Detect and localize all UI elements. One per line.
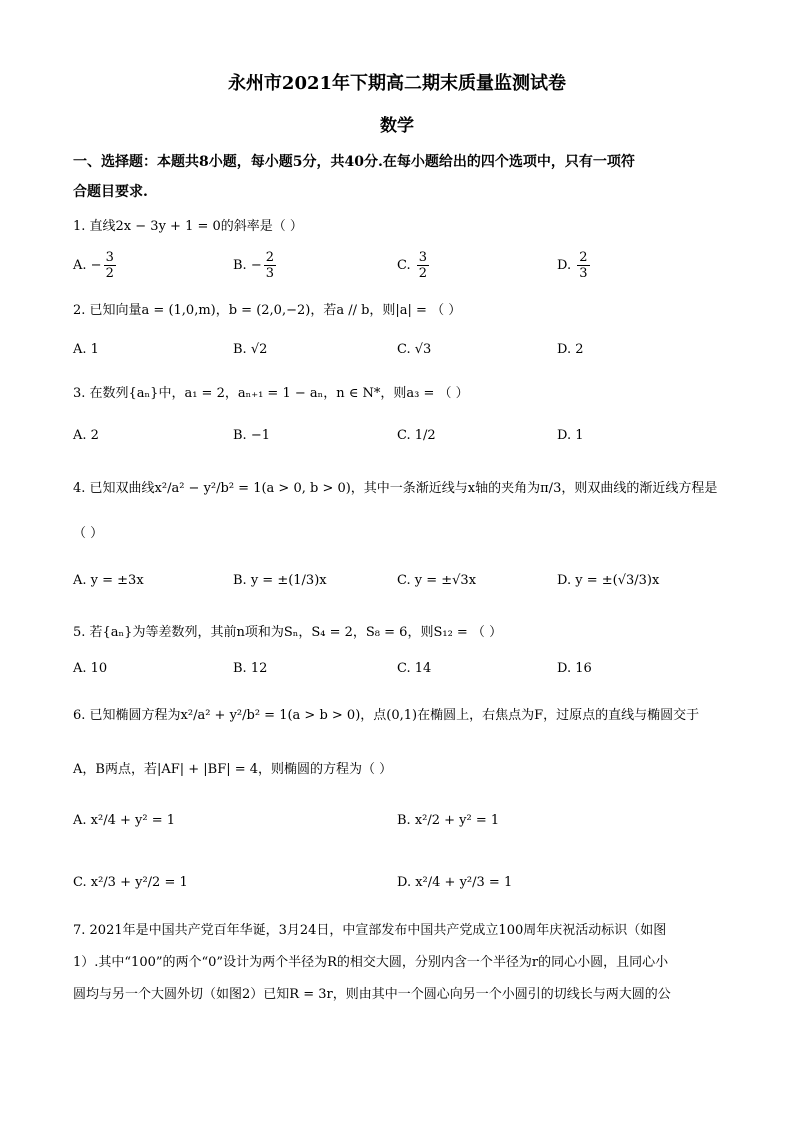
question-2-option-d: D. 2: [557, 342, 584, 357]
question-1-option-c: C. $\frac{3}{2}$: [397, 250, 428, 281]
question-5-option-a: A. 10: [73, 661, 108, 676]
question-1-option-a: A. − $\frac{3}{2}$: [73, 250, 114, 281]
question-6-option-c: C. x²/3 + y²/2 = 1: [73, 875, 188, 890]
question-6-stem-continued: A，B两点，若|AF| + |BF| = 4，则椭圆的方程为（ ）: [73, 762, 393, 777]
question-4-stem-continued: （ ）: [73, 526, 104, 541]
question-4-stem: 4. 已知双曲线x²/a² − y²/b² = 1(a > 0, b > 0)，其中一条渐近线与x轴的夹角为π/3，则双曲线的渐近线方程是: [73, 481, 718, 496]
question-2-stem: 2. 已知向量a = (1,0,m)，b = (2,0,−2)，若a // b，则|a| = （ ）: [73, 303, 462, 318]
question-6-option-a: A. x²/4 + y² = 1: [73, 813, 175, 828]
question-4-option-d: D. y = ±(√3/3)x: [557, 573, 660, 588]
question-6-option-d: D. x²/4 + y²/3 = 1: [397, 875, 513, 890]
question-2-option-a: A. 1: [73, 342, 99, 357]
section-instruction-line2: 合题目要求.: [73, 184, 148, 200]
question-7-line3: 圆均与另一个大圆外切（如图2）已知R = 3r，则由其中一个圆心向另一个小圆引的切线长与两大圆的公: [73, 987, 671, 1002]
question-4-option-a: A. y = ±3x: [73, 573, 144, 588]
question-6-option-b: B. x²/2 + y² = 1: [397, 813, 500, 828]
question-5-option-b: B. 12: [233, 661, 268, 676]
question-1-option-d: D. $\frac{2}{3}$: [557, 250, 588, 281]
question-2-option-b: B. √2: [233, 342, 268, 357]
question-5-option-c: C. 14: [397, 661, 432, 676]
question-1-option-b: B. − $\frac{2}{3}$: [233, 250, 275, 281]
question-7-line1: 7. 2021年是中国共产党百年华诞，3月24日，中宣部发布中国共产党成立100周年庆祝活动标识（如图: [73, 923, 667, 938]
question-4-option-c: C. y = ±√3x: [397, 573, 477, 588]
question-3-stem: 3. 在数列{aₙ}中，a₁ = 2，aₙ₊₁ = 1 − aₙ，n ∈ N*，则a₃ = （ ）: [73, 386, 469, 401]
page-title: 永州市2021年下期高二期末质量监测试卷: [227, 73, 567, 94]
question-1-stem: 1. 直线2x − 3y + 1 = 0的斜率是（ ）: [73, 219, 303, 234]
question-3-option-d: D. 1: [557, 428, 584, 443]
subject-title: 数学: [380, 116, 414, 136]
question-7-line2: 1）.其中“100”的两个“0”设计为两个半径为R的相交大圆，分别内含一个半径为r的同心小圆，且同心小: [73, 955, 669, 970]
question-5-option-d: D. 16: [557, 661, 592, 676]
section-instruction-line1: 一、选择题：本题共8小题，每小题5分，共40分.在每小题给出的四个选项中，只有一项符: [73, 154, 635, 170]
question-2-option-c: C. √3: [397, 342, 432, 357]
question-6-stem: 6. 已知椭圆方程为x²/a² + y²/b² = 1(a > b > 0)，点(0,1)在椭圆上，右焦点为F，过原点的直线与椭圆交于: [73, 708, 700, 723]
question-5-stem: 5. 若{aₙ}为等差数列，其前n项和为Sₙ，S₄ = 2，S₈ = 6，则S₁₂ = （ ）: [73, 625, 503, 640]
question-3-option-a: A. 2: [73, 428, 99, 443]
question-4-option-b: B. y = ±(1/3)x: [233, 573, 327, 588]
question-3-option-b: B. −1: [233, 428, 270, 443]
question-3-option-c: C. 1/2: [397, 428, 436, 443]
